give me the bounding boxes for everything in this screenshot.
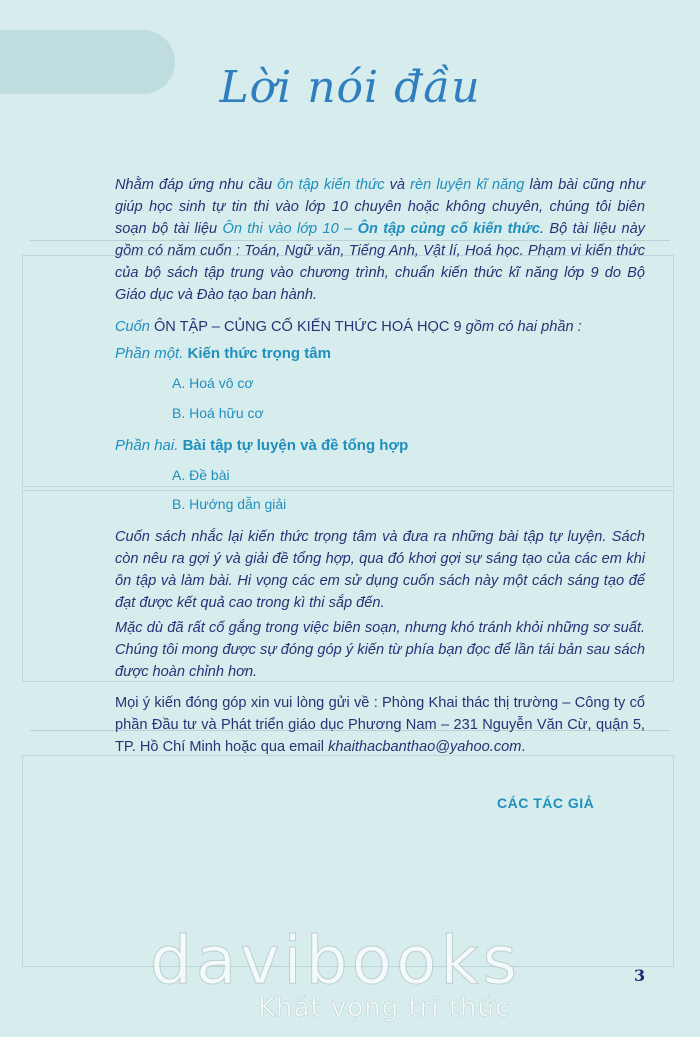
book-intro-text: gồm có hai phần : <box>461 319 582 335</box>
contact-text: . <box>521 739 526 755</box>
watermark-brand: davibooks <box>150 922 521 999</box>
paragraph-apology: Mặc dù đã rất cố gắng trong việc biên soạn, nhưng khó tránh khỏi những sơ suất. Chúng tôi mong được sự đóng góp ý kiến từ phía bạn đọc để lần tái bản sau sách được hoàn chỉnh hơn. <box>115 620 645 680</box>
part-two-heading <box>115 437 408 454</box>
part-title: Bài tập tự luyện và đề tổng hợp <box>182 437 409 454</box>
book-intro-text: Cuốn <box>115 319 154 335</box>
paragraph-contact <box>115 692 645 758</box>
series-name: Ôn thi vào lớp 10 – <box>222 221 358 237</box>
part-one-heading <box>115 345 331 362</box>
part-title: Kiến thức trọng tâm <box>187 345 331 362</box>
authors-signature: CÁC TÁC GIẢ <box>497 795 595 811</box>
part-item: B. Hướng dẫn giải <box>172 496 287 512</box>
intro-highlight: rèn luyện kĩ năng <box>410 177 525 193</box>
intro-text: và <box>384 177 411 193</box>
part-label: Phần hai. <box>115 437 179 454</box>
intro-text: làm bài cũng như giúp học sinh tự tin thi vào lớp 10 chuyên hoặc không chuyên, chúng tôi biên soạn bộ tài liệu <box>115 177 645 237</box>
intro-highlight: ôn tập kiến thức <box>277 177 385 193</box>
intro-paragraph <box>115 174 645 306</box>
part-item: B. Hoá hữu cơ <box>172 405 264 421</box>
watermark-slogan: Khát vọng tri thức <box>258 993 511 1023</box>
paragraph-book-summary: Cuốn sách nhắc lại kiến thức trọng tâm và đưa ra những bài tập tự luyện. Sách còn nêu ra gợi ý và giải đề tổng hợp, qua đó khơi gợi sự sáng tạo của các em khi ôn tập và làm bài. Hi vọng các em sử dụng cuốn sách này một cách sáng tạo để đạt được kết quả cao trong kì thi sắp đến. <box>115 529 645 611</box>
part-item: A. Đề bài <box>172 467 230 483</box>
part-label: Phần một. <box>115 345 184 362</box>
page-number: 3 <box>634 966 646 985</box>
contact-email: khaithacbanthao@yahoo.com <box>328 739 522 755</box>
book-name: ÔN TẬP – CỦNG CỐ KIẾN THỨC HOÁ HỌC 9 <box>153 319 462 335</box>
book-intro-paragraph <box>115 316 645 338</box>
page-title: Lời nói đầu <box>219 62 481 113</box>
contact-text: Mọi ý kiến đóng góp xin vui lòng gửi về : Phòng Khai thác thị trường – Công ty cổ phần Đầu tư và Phát triển giáo dục Phương Nam – 231 Nguyễn Văn Cừ, quận 5, TP. Hồ Chí Minh hoặc qua email <box>115 695 645 755</box>
intro-text: . Bộ tài liệu này gồm có năm cuốn : Toán, Ngữ văn, Tiếng Anh, Vật lí, Hoá học. Phạm vi kiến thức của bộ sách tập trung vào chương trình, chuẩn kiến thức kĩ năng lớp 9 do Bộ Giáo dục và Đào tạo ban hành. <box>115 221 645 303</box>
intro-text: Nhằm đáp ứng nhu cầu <box>115 177 278 193</box>
series-subtitle: Ôn tập củng cố kiến thức <box>357 221 540 237</box>
part-item: A. Hoá vô cơ <box>172 375 254 391</box>
